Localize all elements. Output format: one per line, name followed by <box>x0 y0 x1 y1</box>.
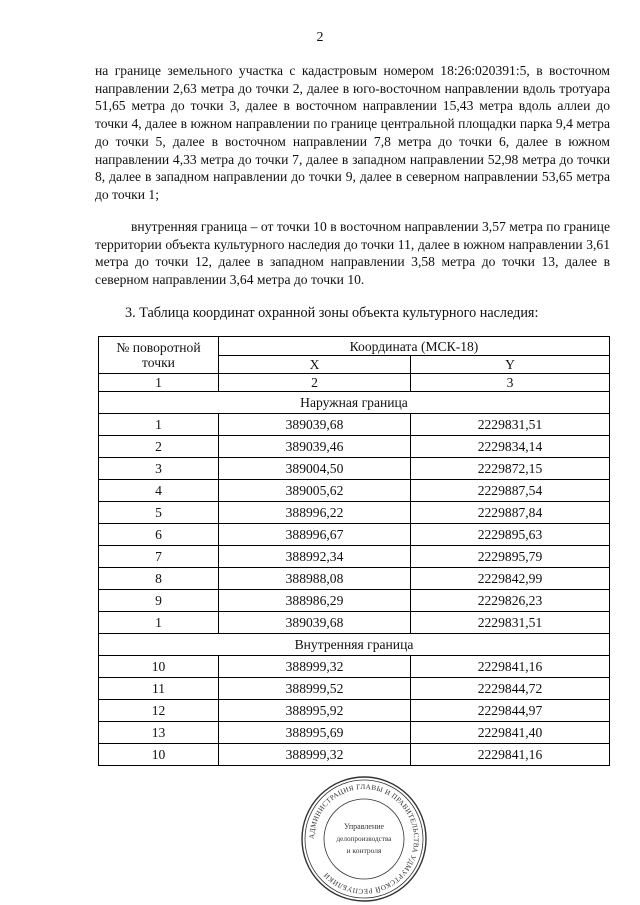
point-cell: 8 <box>99 568 219 590</box>
y-cell: 2229844,72 <box>411 678 610 700</box>
x-cell: 388986,29 <box>219 590 411 612</box>
inner-boundary-label: Внутренняя граница <box>99 634 610 656</box>
table-row <box>99 700 610 722</box>
x-cell: 389004,50 <box>219 458 411 480</box>
point-cell: 13 <box>99 722 219 744</box>
x-cell: 388992,34 <box>219 546 411 568</box>
outer-boundary-label: Наружная граница <box>99 392 610 414</box>
index-cell: 1 <box>99 374 219 392</box>
y-cell: 2229831,51 <box>411 414 610 436</box>
table-row <box>99 722 610 744</box>
y-cell: 2229895,79 <box>411 546 610 568</box>
header-x: X <box>219 356 411 374</box>
y-cell: 2229826,23 <box>411 590 610 612</box>
point-cell: 10 <box>99 656 219 678</box>
table-row <box>99 590 610 612</box>
x-cell: 388996,22 <box>219 502 411 524</box>
table-row <box>99 480 610 502</box>
y-cell: 2229844,97 <box>411 700 610 722</box>
x-cell: 388988,08 <box>219 568 411 590</box>
x-cell: 389039,46 <box>219 436 411 458</box>
table-row <box>99 502 610 524</box>
point-cell: 4 <box>99 480 219 502</box>
coordinates-table <box>98 336 610 766</box>
table-row <box>99 744 610 766</box>
point-cell: 9 <box>99 590 219 612</box>
point-cell: 7 <box>99 546 219 568</box>
y-cell: 2229842,99 <box>411 568 610 590</box>
x-cell: 388999,32 <box>219 656 411 678</box>
x-cell: 389039,68 <box>219 414 411 436</box>
x-cell: 388999,32 <box>219 744 411 766</box>
table-row <box>99 568 610 590</box>
y-cell: 2229841,40 <box>411 722 610 744</box>
stamp-center-line: и контроля <box>346 846 382 855</box>
point-cell: 6 <box>99 524 219 546</box>
inner-boundary-label-row <box>99 634 610 656</box>
table-row <box>99 656 610 678</box>
y-cell: 2229841,16 <box>411 656 610 678</box>
table-row <box>99 436 610 458</box>
y-cell: 2229887,54 <box>411 480 610 502</box>
x-cell: 388996,67 <box>219 524 411 546</box>
point-cell: 11 <box>99 678 219 700</box>
point-cell: 5 <box>99 502 219 524</box>
stamp-center-line: Управление <box>343 822 385 831</box>
table-row <box>99 524 610 546</box>
point-cell: 10 <box>99 744 219 766</box>
x-cell: 389005,62 <box>219 480 411 502</box>
y-cell: 2229831,51 <box>411 612 610 634</box>
point-cell: 1 <box>99 414 219 436</box>
index-cell: 3 <box>411 374 610 392</box>
y-cell: 2229887,84 <box>411 502 610 524</box>
point-cell: 2 <box>99 436 219 458</box>
index-cell: 2 <box>219 374 411 392</box>
table-row <box>99 678 610 700</box>
y-cell: 2229841,16 <box>411 744 610 766</box>
x-cell: 388995,69 <box>219 722 411 744</box>
paragraph-inner-boundary: внутренняя граница – от точки 10 в восточном направлении 3,57 метра по границе территории объекта культурного наследия до точки 11, далее в южном направлении 3,61 метра до точки 12, далее в западном направлении 3,58 метра до точки 13, далее в северном направлении 3,64 метра до точки 10. <box>95 219 610 288</box>
point-cell: 3 <box>99 458 219 480</box>
table-header-row <box>99 337 610 356</box>
table-index-row <box>99 374 610 392</box>
header-y: Y <box>411 356 610 374</box>
stamp-center-line: делопроизводства <box>336 835 392 843</box>
stamp-ring-text: АДМИНИСТРАЦИЯ ГЛАВЫ И ПРАВИТЕЛЬСТВА УДМУРТСКОЙ РЕСПУБЛИКИ <box>307 782 421 896</box>
section-title: 3. Таблица координат охранной зоны объекта культурного наследия: <box>125 305 539 321</box>
x-cell: 388995,92 <box>219 700 411 722</box>
header-point-number: № поворотной точки <box>99 337 219 374</box>
point-cell: 1 <box>99 612 219 634</box>
official-stamp <box>300 775 428 903</box>
header-coordinates: Координата (МСК-18) <box>219 337 610 356</box>
x-cell: 388999,52 <box>219 678 411 700</box>
point-cell: 12 <box>99 700 219 722</box>
y-cell: 2229895,63 <box>411 524 610 546</box>
table-row <box>99 458 610 480</box>
page-number: 2 <box>316 30 324 45</box>
y-cell: 2229834,14 <box>411 436 610 458</box>
table-row <box>99 546 610 568</box>
paragraph-outer-boundary: на границе земельного участка с кадастровым номером 18:26:020391:5, в восточном направлении 2,63 метра до точки 2, далее в юго-восточном направлении вдоль тротуара 51,65 метра до точки 3, далее в восточном направлении 15,43 метра вдоль аллеи до точки 4, далее в южном направлении по границе центральной площадки парка 9,4 метра до точки 5, далее в восточном направлении 7,8 метра до точки 6, далее в южном направлении 4,33 метра до точки 7, далее в западном направлении 52,98 метра до точки 8, далее в западном направлении до точки 9, далее в северном направлении 53,65 метра до точки 1; <box>95 63 610 202</box>
x-cell: 389039,68 <box>219 612 411 634</box>
y-cell: 2229872,15 <box>411 458 610 480</box>
table-row <box>99 414 610 436</box>
table-row <box>99 612 610 634</box>
outer-boundary-label-row <box>99 392 610 414</box>
